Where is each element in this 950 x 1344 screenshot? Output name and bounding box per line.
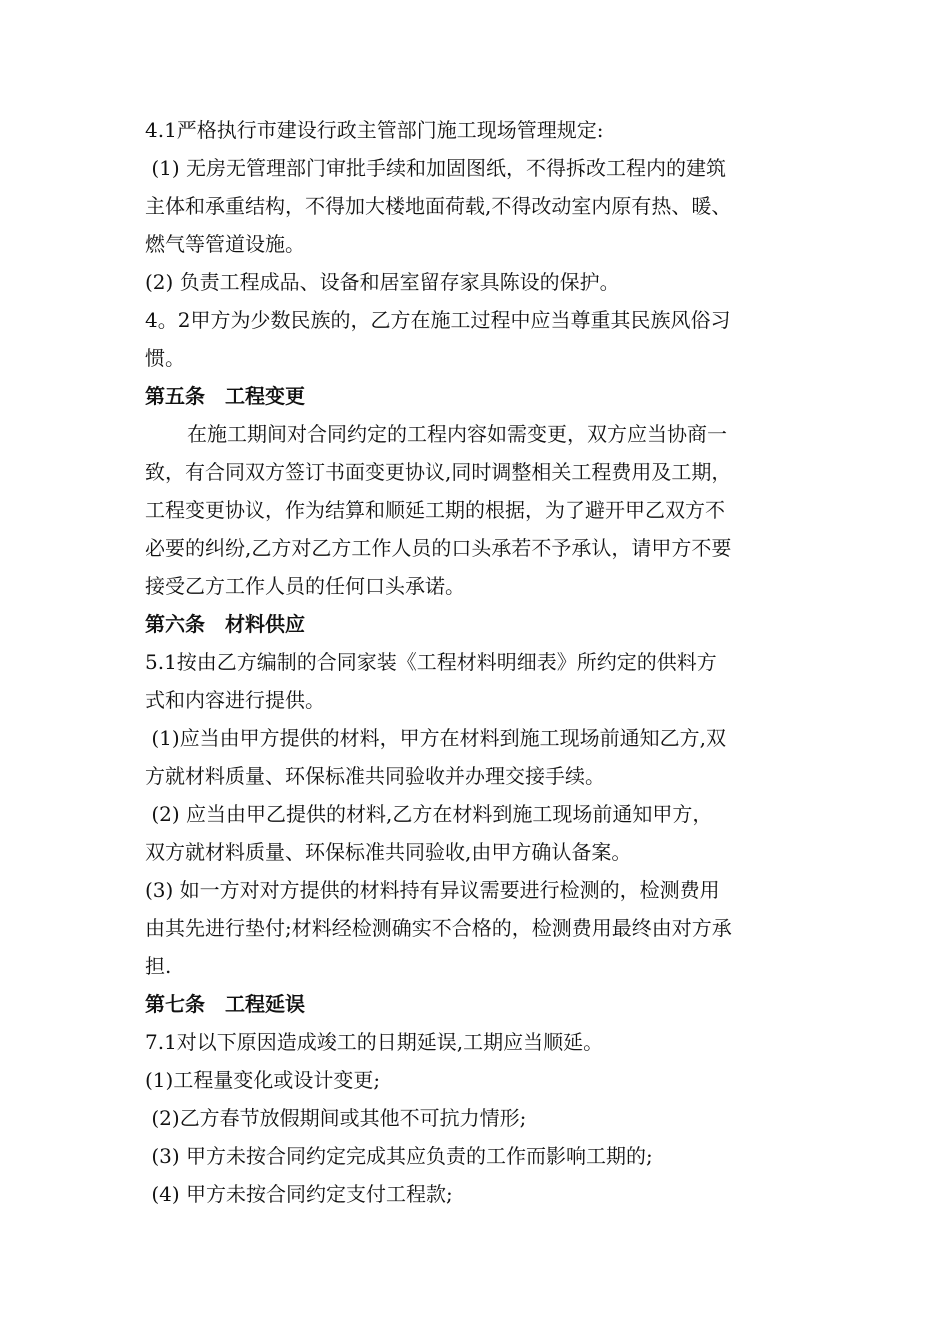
text-line: (1)工程量变化或设计变更; <box>145 1068 381 1092</box>
text-line: 7.1对以下原因造成竣工的日期延误,工期应当顺延。 <box>145 1030 604 1054</box>
section-heading: 第六条 材料供应 <box>145 612 305 636</box>
text-line: 双方就材料质量、环保标准共同验收,由甲方确认备案。 <box>145 840 632 864</box>
text-line: (2) 负责工程成品、设备和居室留存家具陈设的保护。 <box>145 270 620 294</box>
text-line: 4。2甲方为少数民族的，乙方在施工过程中应当尊重其民族风俗习 <box>145 308 731 332</box>
text-line: 主体和承重结构，不得加大楼地面荷载,不得改动室内原有热、暖、 <box>145 194 732 218</box>
text-line: 担. <box>145 954 172 978</box>
text-line: 致，有合同双方签订书面变更协议,同时调整相关工程费用及工期， <box>145 460 732 484</box>
text-line: 惯。 <box>145 346 185 370</box>
text-line: (3) 如一方对对方提供的材料持有异议需要进行检测的，检测费用 <box>145 878 720 902</box>
text-line: 燃气等管道设施。 <box>145 232 305 256</box>
text-line: (2) 应当由甲乙提供的材料,乙方在材料到施工现场前通知甲方， <box>145 802 713 826</box>
text-line: 方就材料质量、环保标准共同验收并办理交接手续。 <box>145 764 605 788</box>
text-line: (1)应当由甲方提供的材料，甲方在材料到施工现场前通知乙方,双 <box>145 726 727 750</box>
text-line: 在施工期间对合同约定的工程内容如需变更，双方应当协商一 <box>187 422 727 446</box>
text-line: 4.1严格执行市建设行政主管部门施工现场管理规定: <box>145 118 604 142</box>
text-line: (2)乙方春节放假期间或其他不可抗力情形; <box>145 1106 527 1130</box>
text-line: 工程变更协议，作为结算和顺延工期的根据，为了避开甲乙双方不 <box>145 498 725 522</box>
text-line: 接受乙方工作人员的任何口头承诺。 <box>145 574 465 598</box>
text-line: (4) 甲方未按合同约定支付工程款; <box>145 1182 453 1206</box>
section-heading: 第七条 工程延误 <box>145 992 305 1016</box>
text-line: 必要的纠纷,乙方对乙方工作人员的口头承若不予承认，请甲方不要 <box>145 536 732 560</box>
text-line: (3) 甲方未按合同约定完成其应负责的工作而影响工期的; <box>145 1144 653 1168</box>
section-heading: 第五条 工程变更 <box>145 384 305 408</box>
text-line: 由其先进行垫付;材料经检测确实不合格的，检测费用最终由对方承 <box>145 916 732 940</box>
text-line: 式和内容进行提供。 <box>145 688 325 712</box>
text-line: (1) 无房无管理部门审批手续和加固图纸，不得拆改工程内的建筑 <box>145 156 727 180</box>
document-page <box>145 111 810 1213</box>
text-line: 5.1按由乙方编制的合同家装《工程材料明细表》所约定的供料方 <box>145 650 717 674</box>
